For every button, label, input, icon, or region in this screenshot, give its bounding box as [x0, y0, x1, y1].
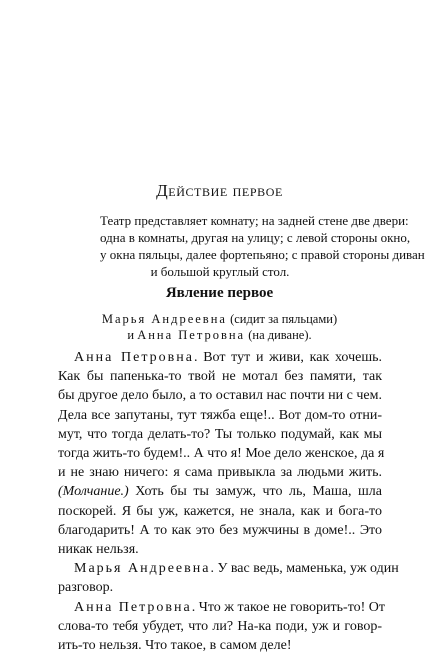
character-name: Марья Андреевна [101, 312, 227, 326]
dialogue-line: и не знаю ничего: я сама привыкла за людьми жить. [58, 465, 382, 481]
dialogue-line: бы другое дело было, а то оставил нас почти ни с чем. [58, 388, 382, 404]
dramatis-line [0, 327, 439, 343]
conjunction: и [127, 328, 138, 342]
act-title: Действие первое [156, 181, 283, 200]
dialogue-line: тогда жить-то будем!.. А что я! Мое дело женское, да я [58, 446, 385, 462]
dialogue-line: поскорей. Я бы уж, кажется, не знала, как и бога-то [58, 503, 382, 519]
dialogue-line: ить-то нельзя. Что такое, в самом деле! [58, 638, 292, 654]
dialogue-line: благодарить! А то как это без мужчины в доме!.. Это [58, 522, 382, 538]
dialogue-line: Дела все запутаны, тут тяжба еще!.. Вот дом-то отни- [58, 407, 382, 423]
character-note: (сидит за пяльцами) [226, 312, 338, 326]
dialogue-line [58, 348, 382, 367]
dialogue-text [58, 348, 399, 655]
speaker-name: Марья Андреевна [74, 561, 211, 577]
dramatis-line [0, 311, 439, 327]
speaker-name: Анна Петровна [74, 350, 194, 365]
dialogue-line: мут, что тогда делать-то? Ты только подумай, как мы [58, 426, 382, 442]
dialogue-line [58, 598, 386, 617]
stage-direction-line: у окна пяльцы, далее фортепьяно; с правой стороны диван [100, 247, 425, 262]
scene-title: Явление первое [165, 285, 274, 301]
stage-direction [100, 212, 425, 280]
dialogue-line: никак нельзя. [58, 542, 139, 558]
dialogue-line [58, 559, 399, 578]
line-text: . У вас ведь, маменька, уж один [210, 561, 399, 577]
stage-direction-line: и большой круглый стол. [150, 264, 290, 279]
stage-direction-line: одна в комнаты, другая на улицу; с левой стороны окно, [100, 230, 411, 245]
line-text: . Вот тут и живи, как хочешь. [193, 350, 382, 365]
stage-remark: (Молчание.) [58, 484, 129, 500]
dramatis-personae [0, 311, 439, 343]
dialogue-line: слова-то тебя убудет, что ли? На-ка поди, уж и говор- [58, 618, 382, 634]
dialogue-line: Как бы папенька-то твой не мотал без памяти, так [58, 369, 382, 385]
dialogue-line: разговор. [58, 580, 114, 596]
stage-direction-line: Театр представляет комнату; на задней стене две двери: [100, 213, 409, 228]
character-note: (на диване). [245, 328, 312, 342]
line-text: Хоть бы ты замуж, что ль, Маша, шла [128, 484, 382, 500]
dialogue-line [58, 482, 382, 501]
character-name: Анна Петровна [137, 328, 246, 342]
speaker-name: Анна Петровна [74, 599, 192, 615]
line-text: . Что ж такое не говорить-то! От [191, 599, 386, 615]
